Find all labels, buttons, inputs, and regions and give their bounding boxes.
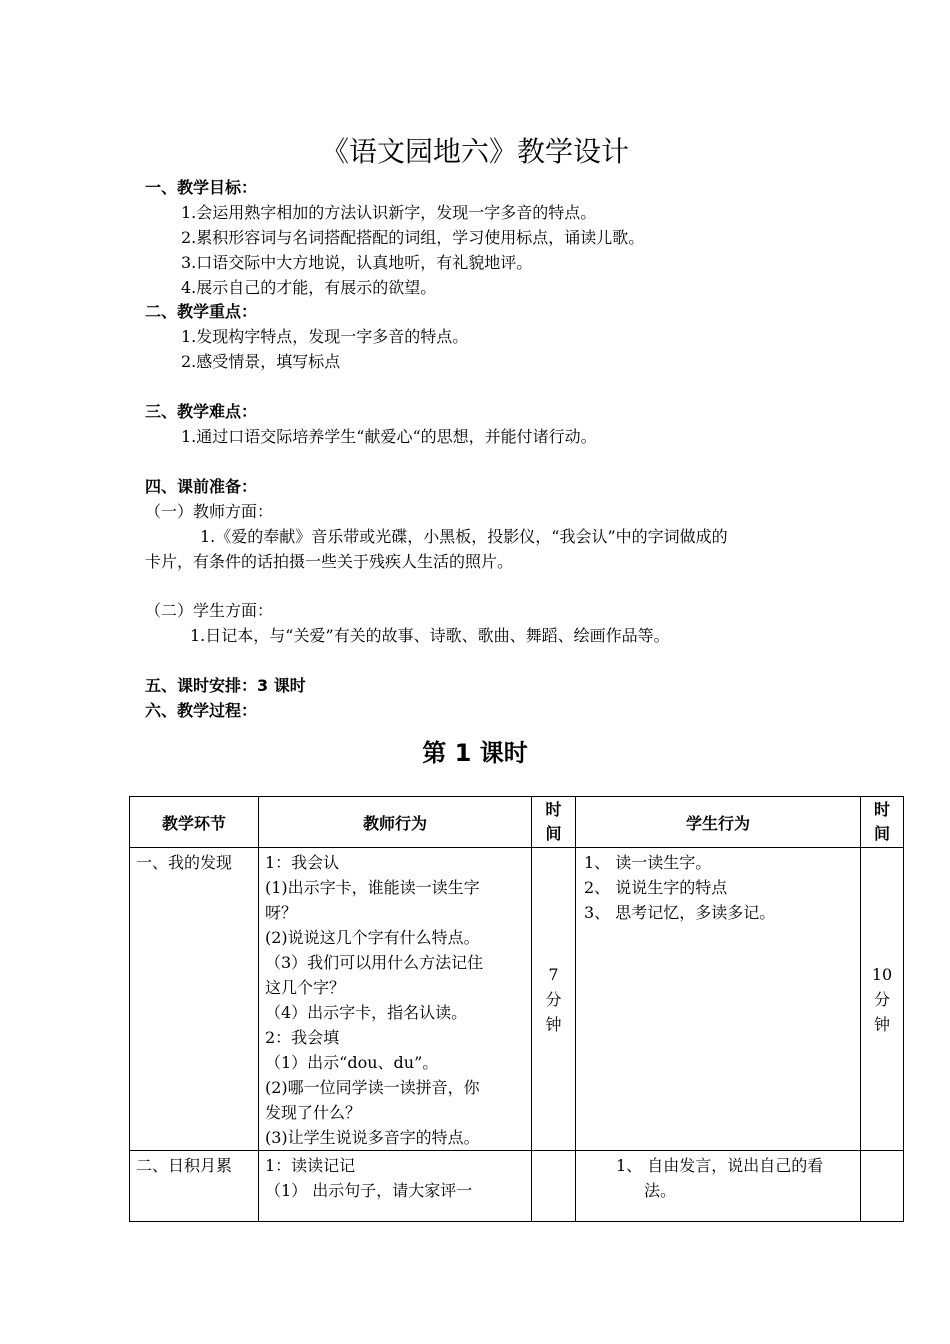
teacher-line: （4）出示字卡，指名认读。 [265,1003,468,1022]
header-time-char: 间 [545,824,562,843]
teacher-line: (1)出示字卡，谁能读一读生字 [265,878,480,897]
lesson-plan-table [129,796,904,1222]
student-cell [576,848,861,1151]
lesson-title: 第 1 课时 [422,739,528,767]
prep-teacher-text: 1.《爱的奉献》音乐带或光碟，小黑板，投影仪，“我会认”中的字词做成的 [200,527,728,546]
student-line: 1、 自由发言，说出自己的看 [616,1156,824,1175]
goal-item: 1.会运用熟字相加的方法认识新字，发现一字多音的特点。 [181,203,597,222]
focus-item: 2.感受情景，填写标点 [181,352,341,371]
teacher-line: 1：我会认 [265,853,340,872]
time-cell [532,848,576,1151]
time-cell [861,848,904,1151]
time-char: 钟 [545,1014,562,1034]
time-cell [861,1151,904,1222]
difficulty-heading: 三、教学难点： [145,402,258,421]
teacher-line: (3)让学生说说多音字的特点。 [265,1128,480,1147]
prep-teacher-heading: （一）教师方面： [145,502,274,521]
schedule-line: 五、课时安排：3 课时 [145,676,306,695]
goal-item: 2.累积形容词与名词搭配搭配的词组，学习使用标点，诵读儿歌。 [181,228,645,247]
teacher-line: (2)哪一位同学读一读拼音，你 [265,1078,480,1097]
header-student: 学生行为 [576,797,861,848]
teacher-line: （3）我们可以用什么方法记住 [265,953,484,972]
student-cell [576,1151,861,1222]
table-header-row [130,797,904,848]
process-heading: 六、教学过程： [145,701,258,720]
time-cell [532,1151,576,1222]
header-teacher: 教师行为 [259,797,532,848]
stage-label: 二、日积月累 [136,1156,233,1175]
teacher-line: （1）出示“dou、du”。 [265,1053,439,1072]
time-char: 7 [548,964,559,984]
header-time [532,797,576,848]
teacher-line: 2：我会填 [265,1028,340,1047]
student-line: 3、 思考记忆，多读多记。 [584,903,776,922]
student-line: 1、 读一读生字。 [584,853,712,872]
header-time-char: 间 [873,824,890,843]
header-time-char: 时 [873,800,890,819]
header-stage: 教学环节 [130,797,259,848]
prep-heading: 四、课前准备： [145,477,258,496]
prep-student-text: 1.日记本，与“关爱”有关的故事、诗歌、歌曲、舞蹈、绘画作品等。 [190,626,670,645]
table-row [130,848,904,1151]
student-line: 2、 说说生字的特点 [584,878,728,897]
student-line: 法。 [644,1181,677,1200]
prep-teacher-text: 卡片，有条件的话拍摄一些关于残疾人生活的照片。 [145,552,514,571]
time-char: 钟 [873,1014,890,1034]
header-time [861,797,904,848]
teacher-cell [259,848,532,1151]
teacher-line: （1） 出示句子，请大家评一 [265,1181,473,1200]
stage-cell [130,848,259,1151]
time-char: 分 [873,989,890,1009]
teacher-cell [259,1151,532,1222]
teacher-line: 发现了什么？ [265,1103,362,1122]
goals-heading: 一、教学目标： [145,178,258,197]
document-title: 《语文园地六》教学设计 [320,135,629,168]
stage-label: 一、我的发现 [136,853,233,872]
time-char: 10 [871,964,893,984]
time-char: 分 [545,989,562,1009]
teacher-line: 呀？ [265,903,298,922]
goal-item: 3.口语交际中大方地说，认真地听，有礼貌地评。 [181,253,533,272]
prep-student-heading: （二）学生方面： [145,601,274,620]
goal-item: 4.展示自己的才能，有展示的欲望。 [181,278,437,297]
focus-item: 1.发现构字特点，发现一字多音的特点。 [181,327,469,346]
header-time-char: 时 [545,800,562,819]
stage-cell [130,1151,259,1222]
teacher-line: (2)说说这几个字有什么特点。 [265,928,480,947]
focus-heading: 二、教学重点： [145,302,258,321]
teacher-line: 1：读读记记 [265,1156,356,1175]
teacher-line: 这几个字？ [265,978,346,997]
table-row [130,1151,904,1222]
difficulty-item: 1.通过口语交际培养学生“献爱心“的思想，并能付诸行动。 [181,427,597,446]
